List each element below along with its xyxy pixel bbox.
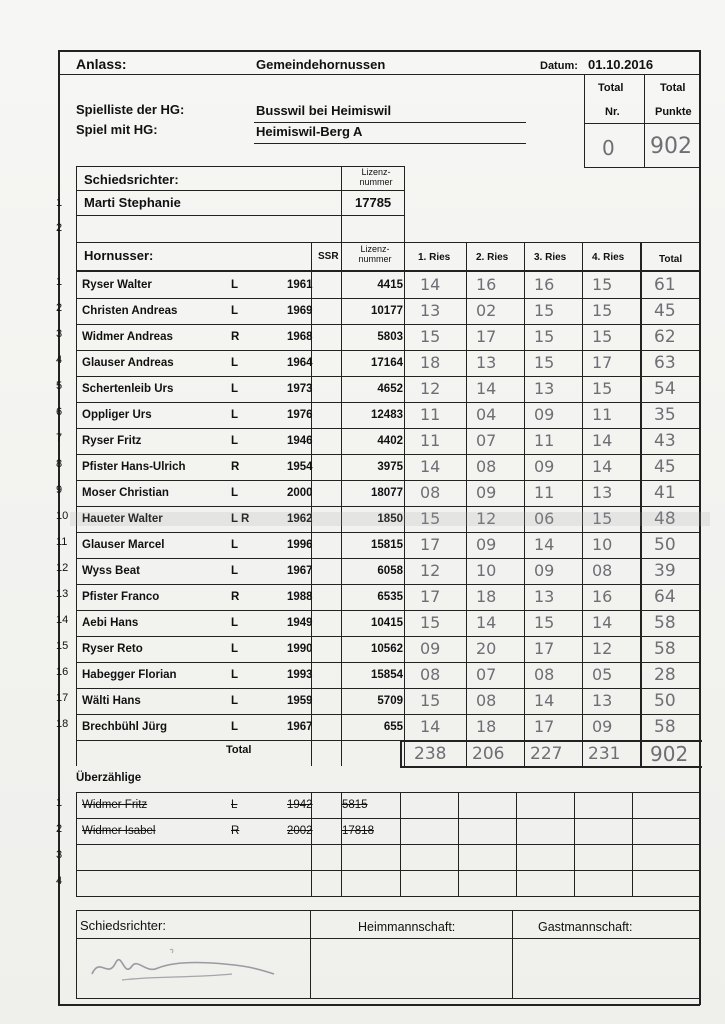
- player-ries2: 08: [476, 457, 497, 476]
- player-name: Wälti Hans: [82, 695, 141, 707]
- anlass-value: Gemeindehornussen: [256, 57, 386, 72]
- spielliste-label: Spielliste der HG:: [76, 102, 185, 117]
- player-ries1: 14: [420, 275, 441, 294]
- extra-row: [76, 844, 701, 870]
- player-hand: L: [231, 487, 239, 499]
- player-ries1: 12: [420, 561, 441, 580]
- player-ries1: 09: [420, 639, 441, 658]
- row-number: 7: [56, 432, 63, 444]
- player-name: Aebi Hans: [82, 617, 139, 629]
- player-ries1: 08: [420, 483, 441, 502]
- player-ries3: 08: [534, 665, 555, 684]
- player-ries4: 14: [592, 613, 613, 632]
- player-ries2: 17: [476, 327, 497, 346]
- player-hand: L: [231, 383, 239, 395]
- extra-row: [76, 792, 701, 818]
- table-row: [76, 480, 701, 506]
- player-ries3: 14: [534, 535, 555, 554]
- referee-license: 17785: [355, 195, 392, 210]
- player-ries3: 15: [534, 353, 555, 372]
- sig-guest-label: Gastmannschaft:: [538, 920, 633, 934]
- player-ries3: 17: [534, 717, 555, 736]
- player-ries3: 15: [534, 613, 555, 632]
- player-ries1: 13: [420, 301, 441, 320]
- player-license: 17164: [371, 357, 403, 369]
- total-nr-label: Total: [598, 82, 624, 94]
- player-hand: L: [231, 721, 239, 733]
- player-ries2: 02: [476, 301, 497, 320]
- player-ries3: 15: [534, 327, 555, 346]
- player-year: 1959: [287, 695, 313, 707]
- row-number: 8: [56, 458, 63, 470]
- player-total: 63: [654, 353, 676, 373]
- ries3-header: 3. Ries: [534, 252, 567, 263]
- player-year: 1976: [287, 409, 313, 421]
- player-license: 18077: [371, 487, 403, 499]
- player-ries3: 11: [534, 431, 555, 450]
- extra-year: 2002: [287, 825, 313, 837]
- sig-home-label: Heimmannschaft:: [358, 920, 456, 934]
- table-row: [76, 454, 701, 480]
- player-ries2: 10: [476, 561, 497, 580]
- player-name: Pfister Hans-Ulrich: [82, 461, 186, 473]
- player-ries2: 09: [476, 535, 497, 554]
- player-ries4: 17: [592, 353, 613, 372]
- extra-year: 1942: [287, 799, 313, 811]
- extra-license: 17818: [342, 825, 374, 837]
- player-hand: R: [231, 591, 240, 603]
- total-nr-value: 0: [602, 136, 615, 160]
- total-punkte-label: Total: [660, 82, 686, 94]
- table-row: [76, 532, 701, 558]
- player-year: 1996: [287, 539, 313, 551]
- player-ries4: 11: [592, 405, 613, 424]
- table-row: [76, 402, 701, 428]
- player-year: 1969: [287, 305, 313, 317]
- player-license: 10177: [371, 305, 403, 317]
- row-number: 11: [56, 536, 68, 548]
- table-row: [76, 376, 701, 402]
- datum-label: Datum:: [540, 60, 578, 72]
- row-number: 15: [56, 640, 69, 652]
- row-number: 12: [56, 562, 69, 574]
- player-total: 28: [654, 665, 676, 685]
- referee-license-header: Lizenz- nummer: [359, 167, 393, 187]
- row-number: 13: [56, 588, 69, 600]
- player-ries2: 14: [476, 613, 497, 632]
- player-name: Habegger Florian: [82, 669, 177, 681]
- frame-top: [58, 50, 700, 52]
- row-number: 3: [56, 849, 63, 861]
- total-ries1: 238: [414, 744, 447, 764]
- player-total: 54: [654, 379, 676, 399]
- player-ries3: 13: [534, 587, 555, 606]
- row-number: 6: [56, 406, 63, 418]
- player-ries4: 16: [592, 587, 613, 606]
- total-ries2: 206: [472, 744, 505, 764]
- player-name: Glauser Marcel: [82, 539, 165, 551]
- player-ries1: 18: [420, 353, 441, 372]
- table-row: [76, 324, 701, 350]
- player-year: 1949: [287, 617, 313, 629]
- row-number: 9: [56, 484, 63, 496]
- player-name: Ryser Fritz: [82, 435, 142, 447]
- total-punkte-label-2: Punkte: [655, 106, 692, 118]
- player-hand: L: [231, 643, 239, 655]
- player-ries2: 14: [476, 379, 497, 398]
- player-name: Ryser Reto: [82, 643, 143, 655]
- player-hand: L: [231, 305, 239, 317]
- player-ries3: 09: [534, 457, 555, 476]
- extra-hand: R: [231, 825, 240, 837]
- total-nr-label-2: Nr.: [605, 106, 620, 118]
- ries4-header: 4. Ries: [592, 252, 625, 263]
- player-hand: L: [231, 539, 239, 551]
- total-sum: 902: [650, 742, 689, 766]
- player-license: 6535: [377, 591, 403, 603]
- player-ries3: 13: [534, 379, 555, 398]
- player-ries1: 17: [420, 535, 441, 554]
- table-row: [76, 298, 701, 324]
- player-ries1: 14: [420, 717, 441, 736]
- player-ries2: 08: [476, 691, 497, 710]
- player-ries1: 14: [420, 457, 441, 476]
- referee-label: Schiedsrichter:: [84, 172, 179, 187]
- header-divider: [58, 74, 700, 75]
- player-year: 2000: [287, 487, 313, 499]
- player-ries2: 07: [476, 431, 497, 450]
- hornusser-label: Hornusser:: [84, 248, 154, 263]
- player-total: 43: [654, 431, 676, 451]
- player-hand: L: [231, 695, 239, 707]
- player-year: 1967: [287, 721, 313, 733]
- player-year: 1964: [287, 357, 313, 369]
- player-year: 1990: [287, 643, 313, 655]
- player-year: 1946: [287, 435, 313, 447]
- player-license: 15815: [371, 539, 403, 551]
- total-punkte-value: 902: [650, 134, 692, 159]
- player-ries2: 20: [476, 639, 497, 658]
- player-license: 5709: [377, 695, 403, 707]
- player-ries4: 13: [592, 483, 613, 502]
- player-year: 1988: [287, 591, 313, 603]
- player-name: Wyss Beat: [82, 565, 140, 577]
- extra-row: [76, 870, 701, 896]
- anlass-label: Anlass:: [76, 56, 127, 72]
- player-total: 58: [654, 639, 676, 659]
- player-license: 4415: [377, 279, 403, 291]
- player-name: Glauser Andreas: [82, 357, 174, 369]
- referee-name: Marti Stephanie: [84, 195, 181, 210]
- total-ries3: 227: [530, 744, 563, 764]
- ries2-header: 2. Ries: [476, 252, 509, 263]
- player-ries2: 07: [476, 665, 497, 684]
- player-license: 4402: [377, 435, 403, 447]
- player-license: 1850: [377, 513, 403, 525]
- player-total: 48: [654, 509, 676, 529]
- player-total: 45: [654, 457, 676, 477]
- player-ries2: 18: [476, 717, 497, 736]
- player-ries2: 16: [476, 275, 497, 294]
- player-year: 1973: [287, 383, 313, 395]
- extra-hand: L: [231, 799, 238, 811]
- player-hand: L R: [231, 513, 250, 525]
- table-row: [76, 428, 701, 454]
- row-number: 16: [56, 666, 69, 678]
- ueberzaehlige-label: Überzählige: [76, 772, 142, 784]
- table-row: [76, 272, 701, 298]
- spiel-mit-value: Heimiswil-Berg A: [256, 124, 363, 139]
- player-name: Brechbühl Jürg: [82, 721, 167, 733]
- table-row: [76, 662, 701, 688]
- player-hand: L: [231, 279, 239, 291]
- player-ries3: 15: [534, 301, 555, 320]
- player-ries3: 09: [534, 561, 555, 580]
- row-number: 14: [56, 614, 69, 626]
- player-hand: L: [231, 565, 239, 577]
- player-total: 50: [654, 691, 676, 711]
- player-name: Moser Christian: [82, 487, 169, 499]
- score-sheet: Anlass: Gemeindehornussen Datum: 01.10.2016 Spielliste der HG: Busswil bei Heimiswil Spiel mit HG: Heimiswil-Berg A Total Nr. Total Punkte 0 902 Schiedsrichter: Lizenz- nummer 1 Marti Stephanie 17785 2 Hornusser: SSR Lizenz- nummer 1. Ries 2. Ries 3. Ries 4. Ries Total Ryser Walter L 1961 4415 14 16 16 15 61 1 Christen Andreas L 1969 10177 13 02 15 15 45 2 Widmer Andreas R 1968 5803 15 17 15 15 62 3 Glauser Andreas L 1964 17164 18 13 15 17 63 4 Schertenleib Urs L 1973 4652 12 14 13 15 54 5 Oppliger Urs L 1976 12483 11 04 09 11 35 6 Ryser Fritz L 1946 4402 11 07 11 14 43 7 Pfister Hans-Ulrich R 1954 3975 14 08 09 14 45 8 Moser Christian L 2000 18077 08 09 11 13 41 9 Haueter Walter L R 1962 1850 15 12 06 15 48 10 Glauser Marcel L 1996 15815 17 09 14 10 50 11 Wyss Beat L 1967 6058 12 10 09 08 39 12 Pfister Franco R 1988 6535 17 18 13 16 64 13 Aebi Hans L 1949 10415 15 14 15 14 58 14 Ryser Reto L 1990 10562 09 20 17 12 58 15 Habegger Florian L 1993 15854 08 07 08 05 28 16 Wälti Hans L 1959 5709 15 08 14 13 50 17 Brechbühl Jürg L 1967 655 14 18 17 09 58 18 Total 238 206 227 231 902 Überzählige Widmer Fritz L 1942 5815 1 Widmer Isabel R 2002 17818 2 3 4 Schiedsrichter: Heimmannschaft: Gastmannschaft:: [0, 0, 725, 1024]
- datum-value: 01.10.2016: [588, 57, 654, 72]
- player-ries3: 09: [534, 405, 555, 424]
- player-year: 1961: [287, 279, 313, 291]
- license-header: Lizenz- nummer: [358, 244, 392, 264]
- player-ries3: 16: [534, 275, 555, 294]
- player-ries1: 17: [420, 587, 441, 606]
- total-header: Total: [659, 254, 683, 265]
- player-ries3: 17: [534, 639, 555, 658]
- player-hand: R: [231, 461, 240, 473]
- row-number: 18: [56, 718, 69, 730]
- ries1-header: 1. Ries: [418, 252, 451, 263]
- extra-license: 5815: [342, 799, 368, 811]
- player-total: 50: [654, 535, 676, 555]
- table-row: [76, 636, 701, 662]
- row-number: 4: [56, 875, 63, 887]
- player-ries4: 09: [592, 717, 613, 736]
- player-year: 1954: [287, 461, 313, 473]
- player-ries4: 15: [592, 275, 613, 294]
- player-ries3: 06: [534, 509, 555, 528]
- player-name: Christen Andreas: [82, 305, 178, 317]
- player-ries1: 08: [420, 665, 441, 684]
- player-total: 39: [654, 561, 676, 581]
- player-ries2: 12: [476, 509, 497, 528]
- referee-signature: [82, 944, 282, 990]
- player-name: Pfister Franco: [82, 591, 160, 603]
- player-ries1: 12: [420, 379, 441, 398]
- player-ries4: 15: [592, 327, 613, 346]
- player-ries3: 14: [534, 691, 555, 710]
- player-ries1: 15: [420, 327, 441, 346]
- player-name: Schertenleib Urs: [82, 383, 174, 395]
- table-row: [76, 610, 701, 636]
- table-row: [76, 558, 701, 584]
- player-ries1: 11: [420, 405, 441, 424]
- player-ries1: 11: [420, 431, 441, 450]
- player-ries4: 15: [592, 301, 613, 320]
- spiel-mit-label: Spiel mit HG:: [76, 122, 158, 137]
- player-license: 10415: [371, 617, 403, 629]
- player-total: 62: [654, 327, 676, 347]
- player-hand: L: [231, 669, 239, 681]
- player-ries1: 15: [420, 613, 441, 632]
- row-number: 5: [56, 380, 63, 392]
- player-ries4: 14: [592, 431, 613, 450]
- row-number: 2: [56, 302, 63, 314]
- player-total: 58: [654, 717, 676, 737]
- table-row: [76, 688, 701, 714]
- player-hand: L: [231, 357, 239, 369]
- player-ries1: 15: [420, 691, 441, 710]
- player-total: 35: [654, 405, 676, 425]
- player-license: 655: [383, 721, 403, 733]
- player-ries4: 12: [592, 639, 613, 658]
- player-total: 61: [654, 275, 676, 295]
- table-row: [76, 584, 701, 610]
- player-year: 1968: [287, 331, 313, 343]
- player-license: 12483: [371, 409, 403, 421]
- player-total: 41: [654, 483, 676, 503]
- player-ries2: 04: [476, 405, 497, 424]
- player-ries4: 05: [592, 665, 613, 684]
- player-ries4: 14: [592, 457, 613, 476]
- player-hand: L: [231, 435, 239, 447]
- player-license: 15854: [371, 669, 403, 681]
- player-total: 45: [654, 301, 676, 321]
- player-license: 5803: [377, 331, 403, 343]
- player-ries4: 13: [592, 691, 613, 710]
- player-name: Haueter Walter: [82, 513, 163, 525]
- table-row: [76, 714, 701, 740]
- row-number: 1: [56, 797, 63, 809]
- player-ries4: 15: [592, 509, 613, 528]
- ssr-header: SSR: [318, 251, 339, 262]
- player-name: Oppliger Urs: [82, 409, 152, 421]
- player-ries4: 10: [592, 535, 613, 554]
- player-year: 1967: [287, 565, 313, 577]
- row-number: 2: [56, 823, 63, 835]
- player-ries2: 18: [476, 587, 497, 606]
- player-year: 1962: [287, 513, 313, 525]
- player-total: 58: [654, 613, 676, 633]
- extra-name: Widmer Fritz: [82, 799, 148, 811]
- player-license: 10562: [371, 643, 403, 655]
- player-name: Ryser Walter: [82, 279, 152, 291]
- row-number: 17: [56, 692, 69, 704]
- sig-referee-label: Schiedsrichter:: [80, 918, 166, 933]
- player-ries4: 08: [592, 561, 613, 580]
- player-year: 1993: [287, 669, 313, 681]
- player-ries4: 15: [592, 379, 613, 398]
- frame-bottom: [58, 1004, 700, 1006]
- player-hand: L: [231, 617, 239, 629]
- player-license: 4652: [377, 383, 403, 395]
- table-row: [76, 350, 701, 376]
- row-number: 10: [56, 510, 69, 522]
- player-ries2: 09: [476, 483, 497, 502]
- player-ries2: 13: [476, 353, 497, 372]
- row-number: 1: [56, 276, 63, 288]
- player-ries3: 11: [534, 483, 555, 502]
- player-name: Widmer Andreas: [82, 331, 173, 343]
- player-total: 64: [654, 587, 676, 607]
- total-ries4: 231: [588, 744, 621, 764]
- player-hand: R: [231, 331, 240, 343]
- spielliste-value: Busswil bei Heimiswil: [256, 103, 392, 118]
- player-ries1: 15: [420, 509, 441, 528]
- extra-row: [76, 818, 701, 844]
- totals-label: Total: [226, 744, 252, 756]
- extra-name: Widmer Isabel: [82, 825, 156, 837]
- player-license: 3975: [377, 461, 403, 473]
- player-license: 6058: [377, 565, 403, 577]
- row-number: 4: [56, 354, 63, 366]
- player-hand: L: [231, 409, 239, 421]
- row-number: 3: [56, 328, 63, 340]
